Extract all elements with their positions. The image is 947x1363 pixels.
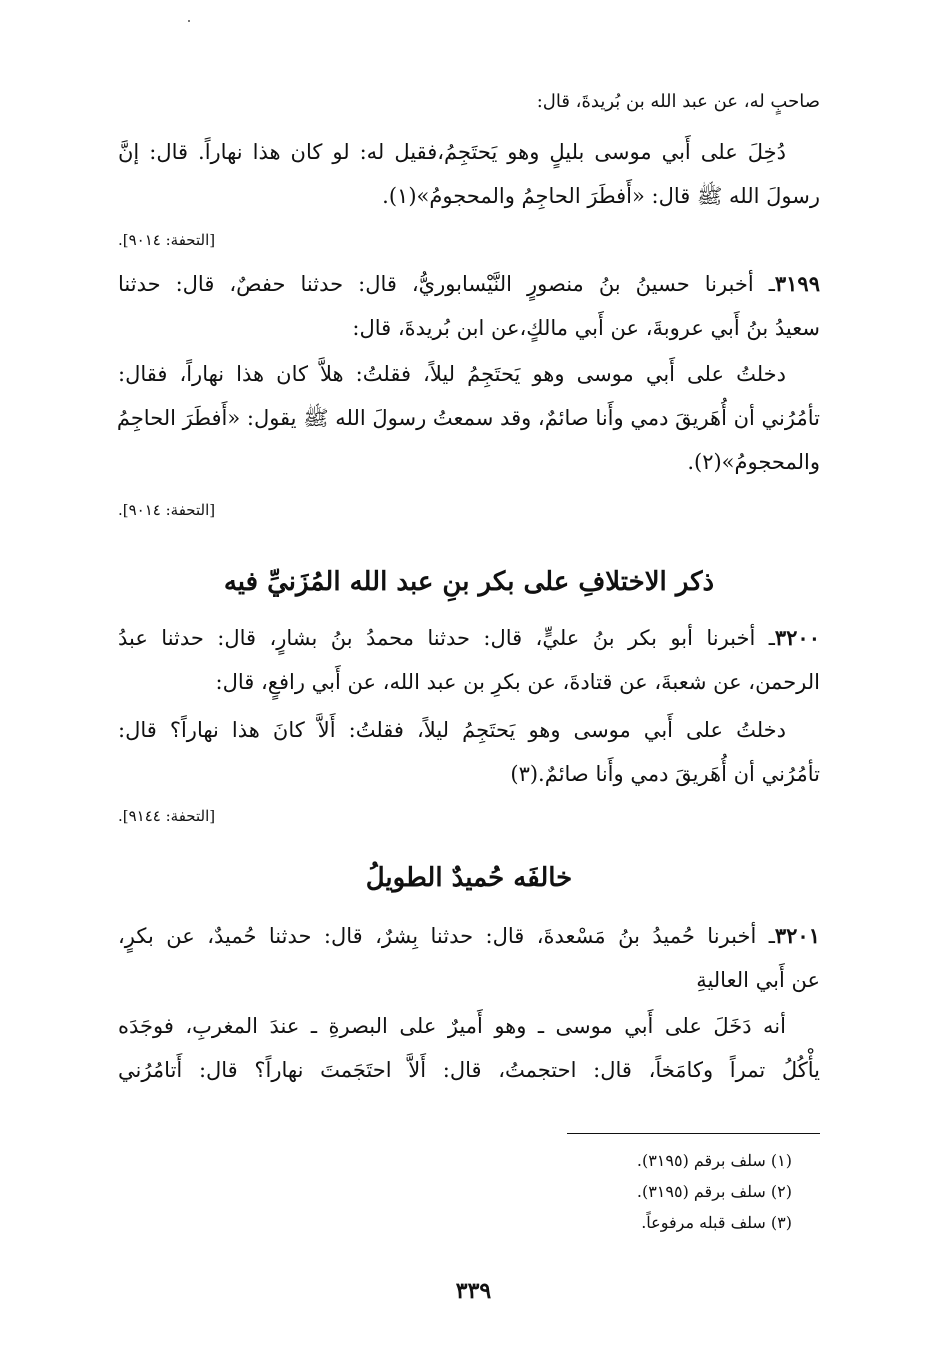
text-line: تأمُرُني أن أُهَريقَ دمي وأَنا صائمٌ.(٣) xyxy=(510,762,820,786)
text-line: عن أَبي العاليةِ xyxy=(696,968,820,992)
hadith-3199-isnad xyxy=(118,262,820,350)
text-line: ٣٢٠٠ـ أخبرنا أبو بكر بنُ عليٍّ، قال: حدثنا محمدُ بنُ بشارٍ، قال: حدثنا عبدُ xyxy=(118,625,820,650)
page-number: ٣٣٩ xyxy=(455,1278,492,1304)
text-line: الرحمن، عن شعبةَ، عن قتادةَ، عن بكرِ بن عبد الله، عن أَبي رافعٍ، قال: xyxy=(215,670,820,694)
footnote-separator xyxy=(567,1133,820,1134)
text-line: يأْكُلُ تمراً وكامَخاً، قال: احتجمتُ، قال: أَلاَّ احتَجَمتَ نهاراً؟ قال: أَتامُرُني xyxy=(118,1058,820,1082)
section-heading: خالفَه حُميدٌ الطويلُ xyxy=(365,863,573,893)
text-line: أنه دَخَلَ على أَبي موسى ـ وهو أَميرٌ على البصرةِ ـ عندَ المغربِ، فوجَدَه xyxy=(118,1014,786,1038)
footnote-item: (٣) سلف قبله مرفوعاً. xyxy=(641,1213,792,1232)
footnotes xyxy=(300,1145,792,1238)
text-line: ٣٢٠١ـ أخبرنا حُميدُ بنُ مَسْعدةَ، قال: حدثنا بِشرٌ، قال: حدثنا حُميدٌ، عن بكرٍ، xyxy=(118,923,820,948)
hadith-number: ٣١٩٩ xyxy=(774,271,820,296)
text-line: رسولَ الله ﷺ قال: «أَفطَرَ الحاجِمُ والمحجومُ»(١). xyxy=(382,184,820,208)
hadith-number: ٣٢٠٠ xyxy=(774,625,820,650)
paragraph-narration-1 xyxy=(118,130,820,218)
tuhfa-reference: [التحفة: ٩٠١٤]. xyxy=(118,501,216,519)
hadith-3200-isnad xyxy=(118,616,820,704)
paragraph-opening xyxy=(118,80,820,124)
hadith-number: ٣٢٠١ xyxy=(774,923,820,948)
footnote-item: (١) سلف برقم (٣١٩٥). xyxy=(636,1151,792,1170)
hadith-3201-matn xyxy=(118,1004,820,1092)
text-line: دُخِلَ على أَبي موسى بليلٍ وهو يَحتَجِمُ،فقيل له: لو كان هذا نهاراً. قال: إنَّ xyxy=(118,140,786,164)
page-speck xyxy=(188,20,190,22)
tuhfa-reference: [التحفة: ٩٠١٤]. xyxy=(118,231,216,249)
hadith-3199-matn xyxy=(118,352,820,484)
text-line: ٣١٩٩ـ أخبرنا حسينُ بنُ منصورٍ النَّيْسابوريُّ، قال: حدثنا حفصٌ، قال: حدثنا xyxy=(118,271,820,296)
text-line: دخلتُ على أَبي موسى وهو يَحتَجِمُ ليلاً، فقلتُ: هلاَّ كان هذا نهاراً، فقال: xyxy=(118,362,786,386)
text-line: دخلتُ على أَبي موسى وهو يَحتَجِمُ ليلاً، فقلتُ: أَلاَّ كانَ هذا نهاراً؟ قال: xyxy=(118,718,786,742)
text-line: تأمُرُني أن أُهَريقَ دمي وأَنا صائمٌ، وقد سمعتُ رسولَ الله ﷺ يقول: «أَفطَرَ الحاجِمُ xyxy=(116,406,820,430)
hadith-3200-matn xyxy=(118,708,820,796)
text-line: والمحجومُ»(٢). xyxy=(687,450,820,474)
text-line: صاحبٍ له، عن عبد الله بن بُريدةَ، قال: xyxy=(536,91,820,112)
text-line: سعيدُ بنُ أَبي عروبةَ، عن أَبي مالكٍ،عن ابن بُريدةَ، قال: xyxy=(352,316,820,340)
footnote-item: (٢) سلف برقم (٣١٩٥). xyxy=(636,1182,792,1201)
tuhfa-reference: [التحفة: ٩١٤٤]. xyxy=(118,807,216,825)
section-heading: ذكر الاختلافِ على بكر بنِ عبد الله المُزَنيِّ فيه xyxy=(223,567,715,597)
hadith-3201-isnad xyxy=(118,914,820,1002)
